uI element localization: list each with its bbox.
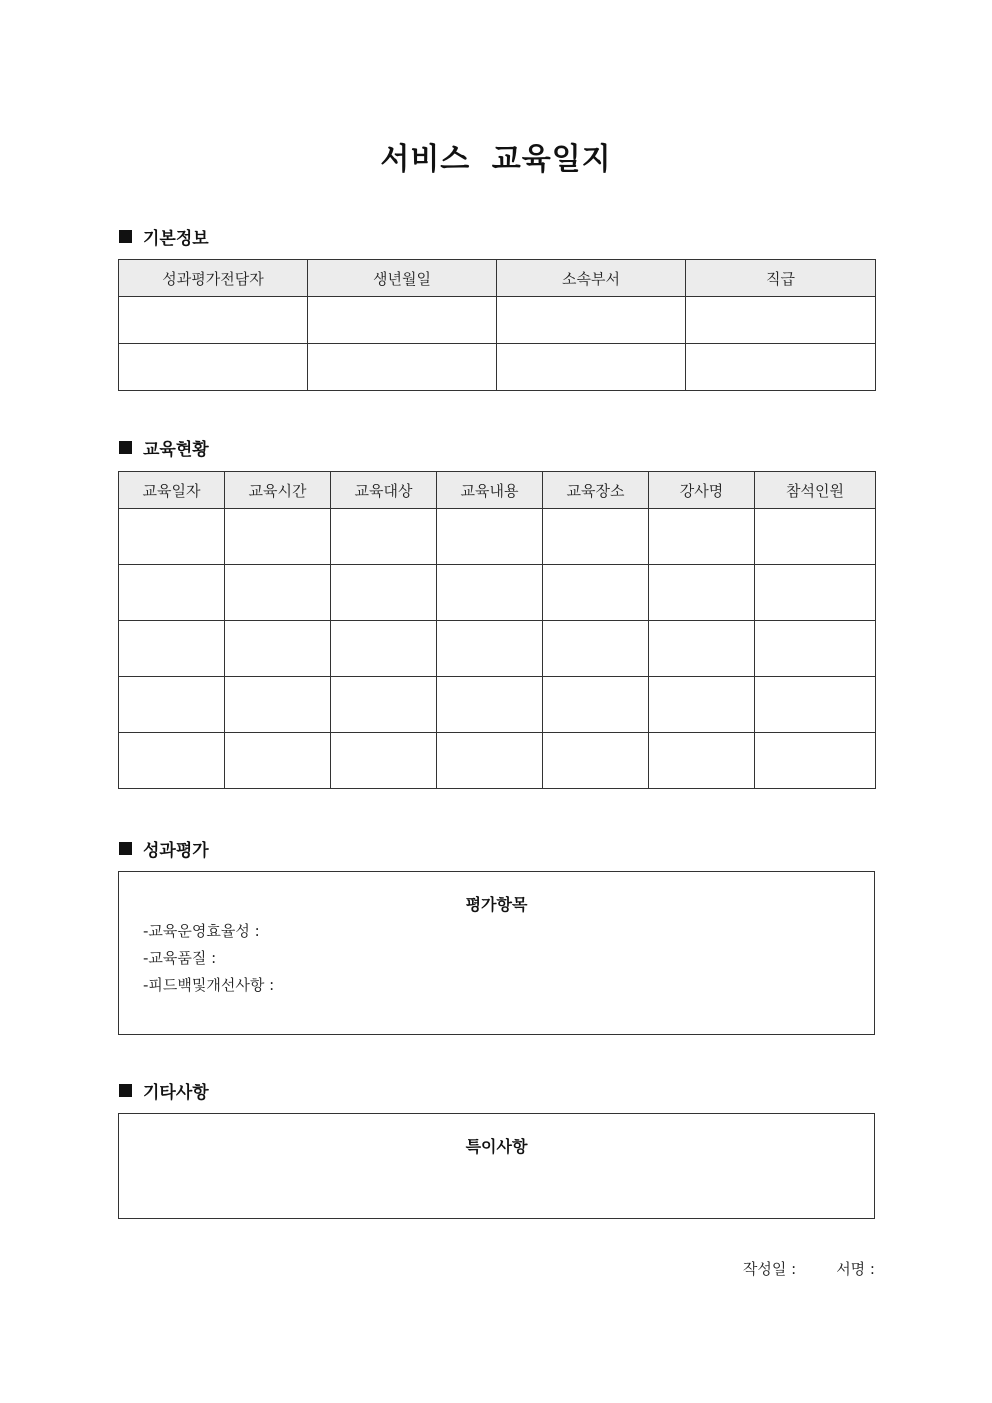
evaluation-box[interactable] (118, 871, 875, 1035)
table-cell[interactable] (437, 733, 543, 789)
table-cell[interactable] (225, 509, 331, 565)
signature-line (743, 1258, 875, 1279)
other-box[interactable] (118, 1113, 875, 1219)
table-cell[interactable] (119, 621, 225, 677)
signature-label: 서명 : (836, 1260, 875, 1278)
table-cell[interactable] (755, 677, 876, 733)
evaluation-item: -피드백및개선사항 : (143, 976, 275, 994)
column-header: 교육시간 (225, 472, 331, 509)
table-cell[interactable] (308, 297, 497, 344)
table-header-row (119, 472, 876, 509)
column-header: 소속부서 (497, 260, 686, 297)
table-cell[interactable] (755, 509, 876, 565)
table-cell[interactable] (755, 565, 876, 621)
table-cell[interactable] (649, 677, 755, 733)
table-cell[interactable] (755, 733, 876, 789)
column-header: 직급 (686, 260, 876, 297)
evaluation-box-title: 평가항목 (465, 895, 528, 914)
table-cell[interactable] (225, 621, 331, 677)
table-cell[interactable] (225, 677, 331, 733)
table-row (119, 621, 876, 677)
education-status-heading-label: 교육현황 (143, 440, 209, 460)
column-header: 생년월일 (308, 260, 497, 297)
other-heading (119, 1078, 209, 1103)
column-header: 교육일자 (119, 472, 225, 509)
table-row (119, 565, 876, 621)
table-cell[interactable] (543, 621, 649, 677)
table-cell[interactable] (497, 297, 686, 344)
table-cell[interactable] (543, 677, 649, 733)
table-cell[interactable] (119, 733, 225, 789)
other-heading-label: 기타사항 (143, 1083, 209, 1103)
other-box-title: 특이사항 (465, 1137, 528, 1156)
date-label: 작성일 : (742, 1260, 797, 1278)
table-cell[interactable] (437, 509, 543, 565)
table-cell[interactable] (649, 621, 755, 677)
column-header: 교육장소 (543, 472, 649, 509)
table-cell[interactable] (225, 733, 331, 789)
square-bullet-icon (119, 230, 132, 243)
table-row (119, 733, 876, 789)
table-cell[interactable] (755, 621, 876, 677)
table-row (119, 677, 876, 733)
education-status-heading (119, 435, 209, 460)
square-bullet-icon (119, 842, 132, 855)
column-header: 성과평가전담자 (119, 260, 308, 297)
table-row (119, 509, 876, 565)
column-header: 강사명 (649, 472, 755, 509)
table-row (119, 297, 876, 344)
square-bullet-icon (119, 1084, 132, 1097)
table-cell[interactable] (119, 297, 308, 344)
basic-info-heading (119, 224, 209, 249)
document-title: 서비스 교육일지 (380, 142, 612, 177)
table-cell[interactable] (308, 344, 497, 391)
column-header: 교육대상 (331, 472, 437, 509)
table-row (119, 344, 876, 391)
table-cell[interactable] (543, 509, 649, 565)
table-cell[interactable] (119, 677, 225, 733)
table-cell[interactable] (437, 565, 543, 621)
column-header: 참석인원 (755, 472, 876, 509)
table-cell[interactable] (437, 677, 543, 733)
table-cell[interactable] (543, 565, 649, 621)
table-cell[interactable] (649, 733, 755, 789)
square-bullet-icon (119, 441, 132, 454)
evaluation-item: -교육품질 : (143, 949, 217, 967)
table-header-row (119, 260, 876, 297)
table-cell[interactable] (119, 565, 225, 621)
table-cell[interactable] (686, 344, 876, 391)
evaluation-item: -교육운영효율성 : (143, 922, 260, 940)
table-cell[interactable] (543, 733, 649, 789)
table-cell[interactable] (649, 509, 755, 565)
table-cell[interactable] (331, 677, 437, 733)
table-cell[interactable] (497, 344, 686, 391)
column-header: 교육내용 (437, 472, 543, 509)
table-cell[interactable] (331, 565, 437, 621)
evaluation-heading (119, 836, 209, 861)
evaluation-heading-label: 성과평가 (143, 841, 209, 861)
table-cell[interactable] (437, 621, 543, 677)
basic-info-table (118, 259, 876, 391)
education-status-table (118, 471, 876, 789)
table-cell[interactable] (649, 565, 755, 621)
basic-info-heading-label: 기본정보 (143, 229, 209, 249)
table-cell[interactable] (119, 509, 225, 565)
table-cell[interactable] (225, 565, 331, 621)
table-cell[interactable] (119, 344, 308, 391)
table-cell[interactable] (331, 509, 437, 565)
table-cell[interactable] (331, 621, 437, 677)
table-cell[interactable] (686, 297, 876, 344)
table-cell[interactable] (331, 733, 437, 789)
